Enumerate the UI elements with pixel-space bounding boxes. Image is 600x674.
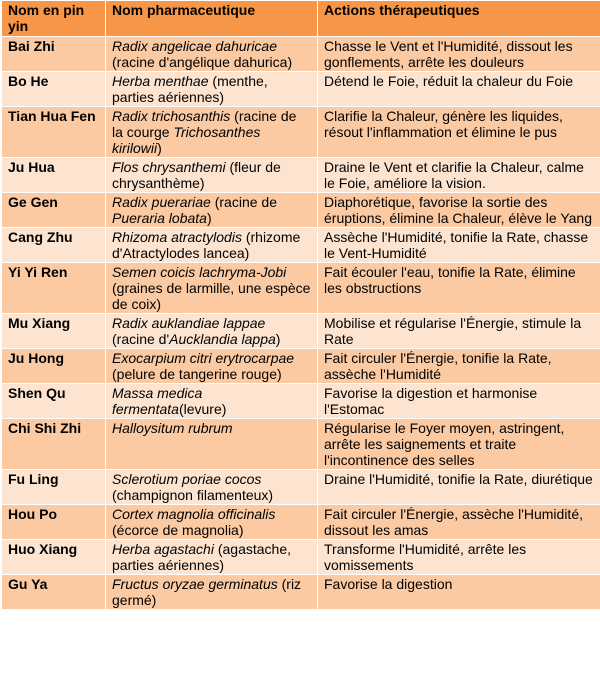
header-row	[2, 1, 600, 37]
latin-name-segment: Rhizoma atractylodis	[112, 229, 242, 245]
table-row	[2, 158, 600, 193]
latin-name-segment: Halloysitum rubrum	[112, 420, 233, 436]
pharmaceutical-name-cell	[106, 158, 318, 193]
therapeutic-action-cell: Diaphorétique, favorise la sortie des éruptions, élimine la Chaleur, élève le Yang	[318, 193, 600, 228]
table-row	[2, 228, 600, 263]
therapeutic-action-cell: Détend le Foie, réduit la chaleur du Foie	[318, 72, 600, 107]
pinyin-name-cell: Huo Xiang	[2, 540, 106, 575]
table-row	[2, 107, 600, 158]
latin-name-segment: Radix auklandiae lappae	[112, 315, 266, 331]
therapeutic-action-cell: Assèche l'Humidité, tonifie la Rate, chasse le Vent-Humidité	[318, 228, 600, 263]
common-name-segment: (pelure de tangerine rouge)	[112, 366, 282, 382]
common-name-segment: (fleur de chrysanthème)	[112, 159, 281, 191]
latin-name-segment: Pueraria lobata	[112, 210, 207, 226]
pinyin-name-cell: Chi Shi Zhi	[2, 419, 106, 470]
header-actions: Actions thérapeutiques	[318, 1, 600, 37]
table-row	[2, 263, 600, 314]
table-row	[2, 540, 600, 575]
therapeutic-action-cell: Fait circuler l'Énergie, tonifie la Rate, assèche l'Humidité	[318, 349, 600, 384]
common-name-segment: (racine d'angélique dahurica)	[112, 54, 293, 70]
common-name-segment: )	[157, 140, 162, 156]
therapeutic-action-cell: Fait écouler l'eau, tonifie la Rate, élimine les obstructions	[318, 263, 600, 314]
common-name-segment: (racine d'	[112, 331, 170, 347]
pinyin-name-cell: Bai Zhi	[2, 37, 106, 72]
pharmaceutical-name-cell	[106, 228, 318, 263]
latin-name-segment: Radix trichosanthis	[112, 108, 231, 124]
therapeutic-action-cell: Chasse le Vent et l'Humidité, dissout les gonflements, arrête les douleurs	[318, 37, 600, 72]
pinyin-name-cell: Shen Qu	[2, 384, 106, 419]
latin-name-segment: Radix puerariae	[112, 194, 211, 210]
table-row	[2, 384, 600, 419]
table-row	[2, 314, 600, 349]
therapeutic-action-cell: Régularise le Foyer moyen, astringent, arrête les saignements et traite l'incontinence des selles	[318, 419, 600, 470]
therapeutic-action-cell: Favorise la digestion et harmonise l'Estomac	[318, 384, 600, 419]
latin-name-segment: Flos chrysanthemi	[112, 159, 226, 175]
pharmaceutical-name-cell	[106, 540, 318, 575]
latin-name-segment: Radix angelicae dahuricae	[112, 38, 277, 54]
pharmaceutical-name-cell	[106, 72, 318, 107]
table-row	[2, 505, 600, 540]
pharmaceutical-name-cell	[106, 470, 318, 505]
common-name-segment: (agastache, parties aériennes)	[112, 541, 292, 573]
pinyin-name-cell: Ge Gen	[2, 193, 106, 228]
common-name-segment: (graines de larmille, une espèce de coix)	[112, 280, 311, 312]
therapeutic-action-cell: Draine l'Humidité, tonifie la Rate, diurétique	[318, 470, 600, 505]
table-row	[2, 419, 600, 470]
common-name-segment: (menthe, parties aériennes)	[112, 73, 268, 105]
header-pinyin: Nom en pin yin	[2, 1, 106, 37]
therapeutic-action-cell: Draine le Vent et clarifie la Chaleur, calme le Foie, améliore la vision.	[318, 158, 600, 193]
table-row	[2, 193, 600, 228]
pharmaceutical-name-cell	[106, 263, 318, 314]
pharmaceutical-name-cell	[106, 349, 318, 384]
pinyin-name-cell: Gu Ya	[2, 575, 106, 610]
common-name-segment: (champignon filamenteux)	[112, 487, 274, 503]
common-name-segment: (levure)	[178, 401, 227, 417]
pharmaceutical-name-cell	[106, 107, 318, 158]
latin-name-segment: Sclerotium poriae cocos	[112, 471, 262, 487]
pinyin-name-cell: Hou Po	[2, 505, 106, 540]
pinyin-name-cell: Ju Hua	[2, 158, 106, 193]
common-name-segment: )	[275, 331, 281, 347]
header-pharmaceutical: Nom pharmaceutique	[106, 1, 318, 37]
latin-name-segment: Massa medica fermentata	[112, 385, 203, 417]
pharmaceutical-name-cell	[106, 37, 318, 72]
pinyin-name-cell: Cang Zhu	[2, 228, 106, 263]
table-row	[2, 349, 600, 384]
pinyin-name-cell: Tian Hua Fen	[2, 107, 106, 158]
common-name-segment: (rhizome d'Atractylodes lancea)	[112, 229, 301, 261]
latin-name-segment: Aucklandia lappa	[169, 331, 276, 347]
latin-name-segment: Herba agastachi	[112, 541, 214, 557]
pinyin-name-cell: Mu Xiang	[2, 314, 106, 349]
common-name-segment: (racine de	[210, 194, 277, 210]
therapeutic-action-cell: Fait circuler l'Énergie, assèche l'Humidité, dissout les amas	[318, 505, 600, 540]
pinyin-name-cell: Fu Ling	[2, 470, 106, 505]
therapeutic-action-cell: Clarifie la Chaleur, génère les liquides, résout l'inflammation et élimine le pus	[318, 107, 600, 158]
therapeutic-action-cell: Mobilise et régularise l'Énergie, stimule la Rate	[318, 314, 600, 349]
latin-name-segment: Exocarpium citri erytrocarpae	[112, 350, 295, 366]
latin-name-segment: Trichosanthes kirilowii	[112, 124, 261, 156]
latin-name-segment: Fructus oryzae germinatus	[112, 576, 278, 592]
latin-name-segment: Cortex magnolia officinalis	[112, 506, 276, 522]
common-name-segment: )	[206, 210, 212, 226]
latin-name-segment: Semen coicis lachryma-Jobi	[112, 264, 287, 280]
herb-table	[1, 0, 600, 610]
common-name-segment: (écorce de magnolia)	[112, 522, 244, 538]
pinyin-name-cell: Bo He	[2, 72, 106, 107]
pharmaceutical-name-cell	[106, 575, 318, 610]
pharmaceutical-name-cell	[106, 384, 318, 419]
table-row	[2, 72, 600, 107]
pharmaceutical-name-cell	[106, 505, 318, 540]
common-name-segment: (racine de la courge	[112, 108, 297, 140]
pharmaceutical-name-cell	[106, 419, 318, 470]
pharmaceutical-name-cell	[106, 193, 318, 228]
common-name-segment: (riz germé)	[112, 576, 302, 608]
table-row	[2, 575, 600, 610]
pinyin-name-cell: Yi Yi Ren	[2, 263, 106, 314]
table-row	[2, 470, 600, 505]
latin-name-segment: Herba menthae	[112, 73, 209, 89]
pinyin-name-cell: Ju Hong	[2, 349, 106, 384]
table-row	[2, 37, 600, 72]
pharmaceutical-name-cell	[106, 314, 318, 349]
therapeutic-action-cell: Favorise la digestion	[318, 575, 600, 610]
therapeutic-action-cell: Transforme l'Humidité, arrête les vomissements	[318, 540, 600, 575]
